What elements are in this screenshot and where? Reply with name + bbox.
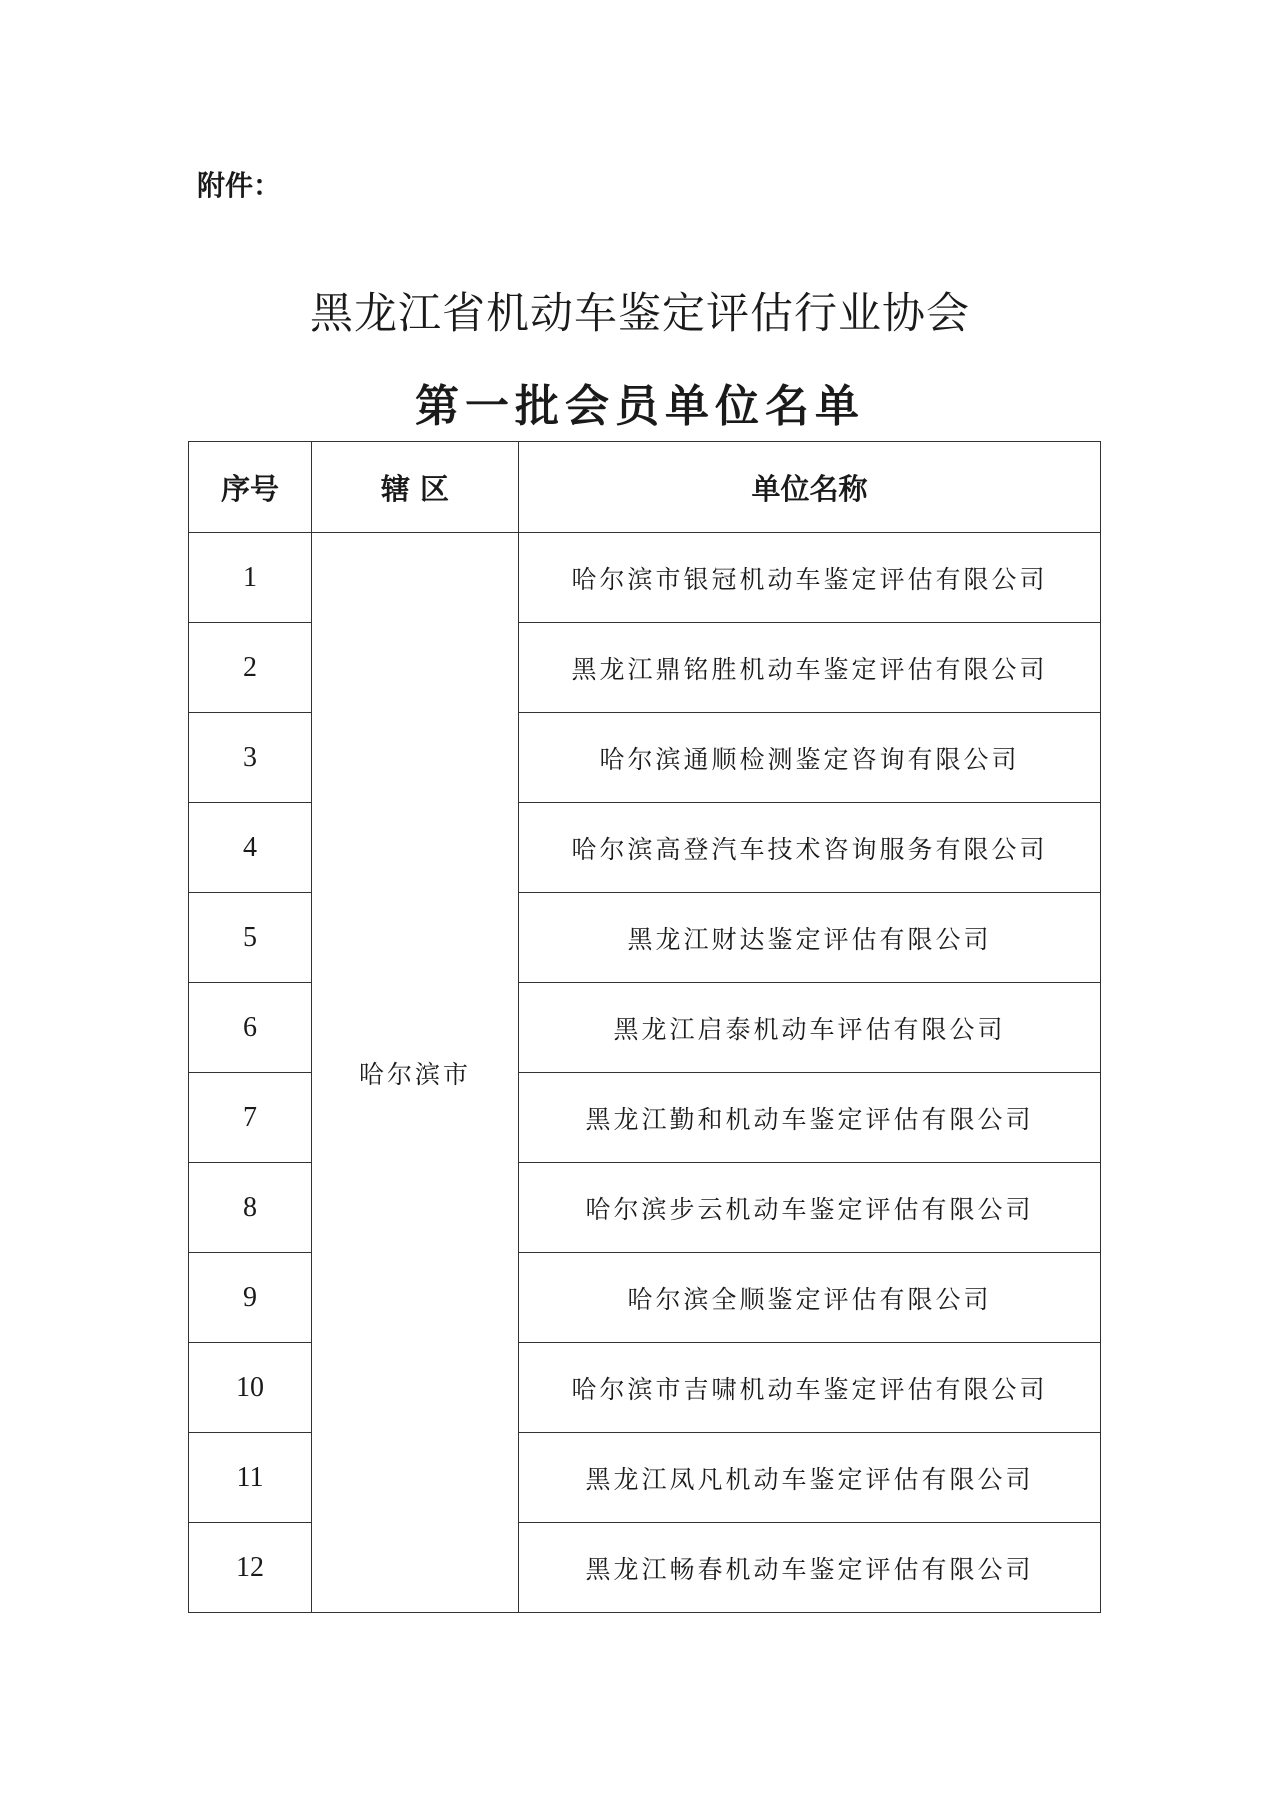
unit-name: 哈尔滨步云机动车鉴定评估有限公司: [519, 1163, 1101, 1253]
document-subtitle: 第一批会员单位名单: [415, 381, 865, 432]
district-cell: 哈尔滨市: [312, 533, 519, 1613]
member-table: [188, 441, 1101, 1613]
unit-name: 黑龙江鼎铭胜机动车鉴定评估有限公司: [519, 623, 1101, 713]
unit-name: 哈尔滨市吉啸机动车鉴定评估有限公司: [519, 1343, 1101, 1433]
row-number: 4: [189, 803, 312, 893]
table-row: [189, 533, 1101, 623]
unit-name: 黑龙江勤和机动车鉴定评估有限公司: [519, 1073, 1101, 1163]
row-number: 11: [189, 1433, 312, 1523]
row-number: 8: [189, 1163, 312, 1253]
unit-name: 黑龙江凤凡机动车鉴定评估有限公司: [519, 1433, 1101, 1523]
row-number: 2: [189, 623, 312, 713]
unit-name: 黑龙江财达鉴定评估有限公司: [519, 893, 1101, 983]
row-number: 6: [189, 983, 312, 1073]
unit-name: 哈尔滨全顺鉴定评估有限公司: [519, 1253, 1101, 1343]
row-number: 7: [189, 1073, 312, 1163]
unit-name: 黑龙江畅春机动车鉴定评估有限公司: [519, 1523, 1101, 1613]
unit-name: 哈尔滨高登汽车技术咨询服务有限公司: [519, 803, 1101, 893]
unit-name: 哈尔滨市银冠机动车鉴定评估有限公司: [519, 533, 1101, 623]
row-number: 10: [189, 1343, 312, 1433]
row-number: 3: [189, 713, 312, 803]
row-number: 9: [189, 1253, 312, 1343]
row-number: 5: [189, 893, 312, 983]
attachment-label: 附件：: [197, 169, 282, 202]
row-number: 12: [189, 1523, 312, 1613]
unit-name: 哈尔滨通顺检测鉴定咨询有限公司: [519, 713, 1101, 803]
header-unit-name: 单位名称: [519, 442, 1101, 533]
table-header-row: [189, 442, 1101, 533]
header-district: 辖 区: [312, 442, 519, 533]
header-number: 序号: [189, 442, 312, 533]
row-number: 1: [189, 533, 312, 623]
unit-name: 黑龙江启泰机动车评估有限公司: [519, 983, 1101, 1073]
document-title: 黑龙江省机动车鉴定评估行业协会: [310, 289, 970, 339]
